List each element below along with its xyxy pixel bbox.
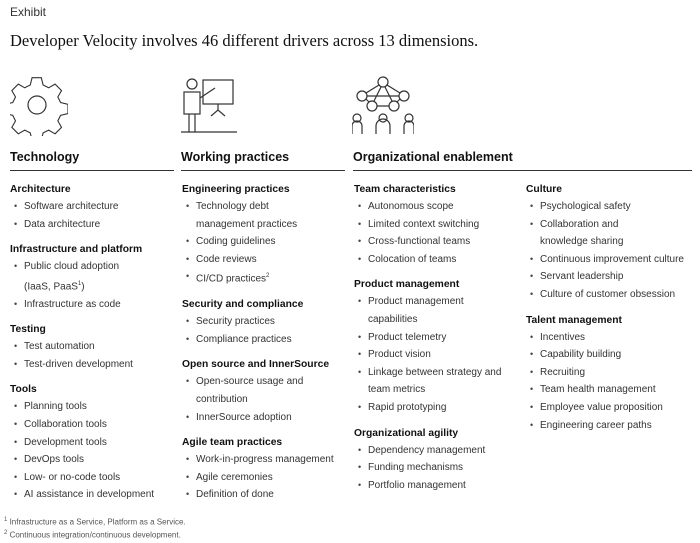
group-organizational-agility	[354, 425, 529, 495]
list-item: • Incentives	[526, 329, 700, 347]
list-item: • Agile ceremonies	[182, 469, 357, 487]
column-technology	[10, 181, 185, 512]
group-title: Testing	[10, 324, 46, 336]
list-item: • Definition of done	[182, 486, 357, 504]
heading-organizational-enablement: Organizational enablement	[353, 150, 513, 164]
list-item: • Collaboration and knowledge sharing	[526, 216, 700, 251]
list-item: • Security practices	[182, 313, 357, 331]
group-title: Engineering practices	[182, 184, 290, 195]
list-item: • CI/CD practices$^2$	[182, 268, 357, 288]
list-item: • Product management capabilities	[354, 293, 529, 328]
group-title: Architecture	[10, 184, 71, 195]
list-item: • Low- or no-code tools	[10, 469, 185, 487]
list-item: • Test-driven development	[10, 356, 185, 374]
rule-working-practices	[181, 170, 345, 171]
list-item: • Recruiting	[526, 364, 700, 382]
group-title: Product management	[354, 279, 460, 291]
list-item: • Rapid prototyping	[354, 399, 529, 417]
group-architecture	[10, 181, 185, 233]
group-agile-team-practices	[182, 434, 357, 504]
group-engineering-practices	[182, 181, 357, 288]
list-item: • Autonomous scope	[354, 198, 529, 216]
group-product-management	[354, 276, 529, 416]
group-tools	[10, 381, 185, 504]
list-item: • Employee value proposition	[526, 399, 700, 417]
list-item: • Engineering career paths	[526, 417, 700, 435]
list-item: • Data architecture	[10, 216, 185, 234]
list-item: • Limited context switching	[354, 216, 529, 234]
list-item: • Portfolio management	[354, 477, 529, 495]
presenter-icon	[181, 74, 237, 136]
heading-working-practices: Working practices	[181, 150, 290, 164]
footnotes	[4, 515, 186, 540]
group-culture	[526, 181, 700, 304]
list-item: • Linkage between strategy and team metrics	[354, 364, 529, 399]
list-item: • Capability building	[526, 346, 700, 364]
list-item: • Culture of customer obsession	[526, 286, 700, 304]
group-infrastructure-and-platform	[10, 241, 185, 313]
group-title: Team characteristics	[354, 184, 456, 195]
group-title: Talent management	[526, 314, 622, 326]
list-item: • Public cloud adoption (IaaS, PaaS$^1$)	[10, 258, 185, 296]
list-item: • Compliance practices	[182, 331, 357, 349]
page-title: Developer Velocity involves 46 different drivers across 13 dimensions.	[10, 31, 479, 50]
footnote-ref-1: 1	[77, 280, 82, 287]
gear-icon	[10, 74, 68, 136]
list-item: • Development tools	[10, 434, 185, 452]
list-item: • Team health management	[526, 381, 700, 399]
group-team-characteristics	[354, 181, 529, 268]
list-item: • Work-in-progress management	[182, 451, 357, 469]
list-item: • Product vision	[354, 346, 529, 364]
list-item: • Technology debt management practices	[182, 198, 357, 233]
list-item: • Dependency management	[354, 442, 529, 460]
list-item: • DevOps tools	[10, 451, 185, 469]
list-item: • Test automation	[10, 338, 185, 356]
list-item: • Continuous improvement culture	[526, 251, 700, 269]
group-title: Organizational agility	[354, 427, 459, 439]
footnote-2: $^2$ Continuous integration/continuous development.	[4, 529, 181, 540]
group-title: Open source and InnerSource	[182, 359, 330, 371]
group-title: Tools	[10, 384, 37, 396]
list-item: • Open-source usage and contribution	[182, 373, 357, 408]
group-security-and-compliance	[182, 296, 357, 348]
group-title: Agile team practices	[182, 437, 283, 449]
network-people-icon	[352, 74, 414, 136]
group-open-source-and-innersource	[182, 356, 357, 426]
list-item: • AI assistance in development	[10, 486, 185, 504]
list-item: • Funding mechanisms	[354, 459, 529, 477]
list-item: • Product telemetry	[354, 329, 529, 347]
list-item: • Cross-functional teams	[354, 233, 529, 251]
list-item: • InnerSource adoption	[182, 409, 357, 427]
list-item: • Collaboration tools	[10, 416, 185, 434]
list-item: • Code reviews	[182, 251, 357, 269]
list-item: • Software architecture	[10, 198, 185, 216]
heading-technology: Technology	[10, 150, 80, 164]
rule-technology	[10, 170, 174, 171]
group-testing	[10, 321, 185, 373]
footnote-1: $^1$ Infrastructure as a Service, Platform as a Service.	[4, 517, 186, 527]
list-item: • Colocation of teams	[354, 251, 529, 269]
column-org-left	[354, 181, 529, 502]
group-title: Culture	[526, 184, 563, 195]
exhibit-label: Exhibit	[10, 5, 47, 19]
group-title: Security and compliance	[182, 299, 304, 311]
group-talent-management	[526, 312, 700, 435]
list-item: • Psychological safety	[526, 198, 700, 216]
list-item: • Coding guidelines	[182, 233, 357, 251]
column-org-right	[526, 181, 700, 442]
list-item: • Planning tools	[10, 398, 185, 416]
list-item: • Servant leadership	[526, 268, 700, 286]
rule-organizational-enablement	[353, 170, 692, 171]
list-item: • Infrastructure as code	[10, 296, 185, 314]
group-title: Infrastructure and platform	[10, 244, 143, 256]
footnote-ref-2: 2	[266, 273, 270, 280]
column-working-practices	[182, 181, 357, 512]
